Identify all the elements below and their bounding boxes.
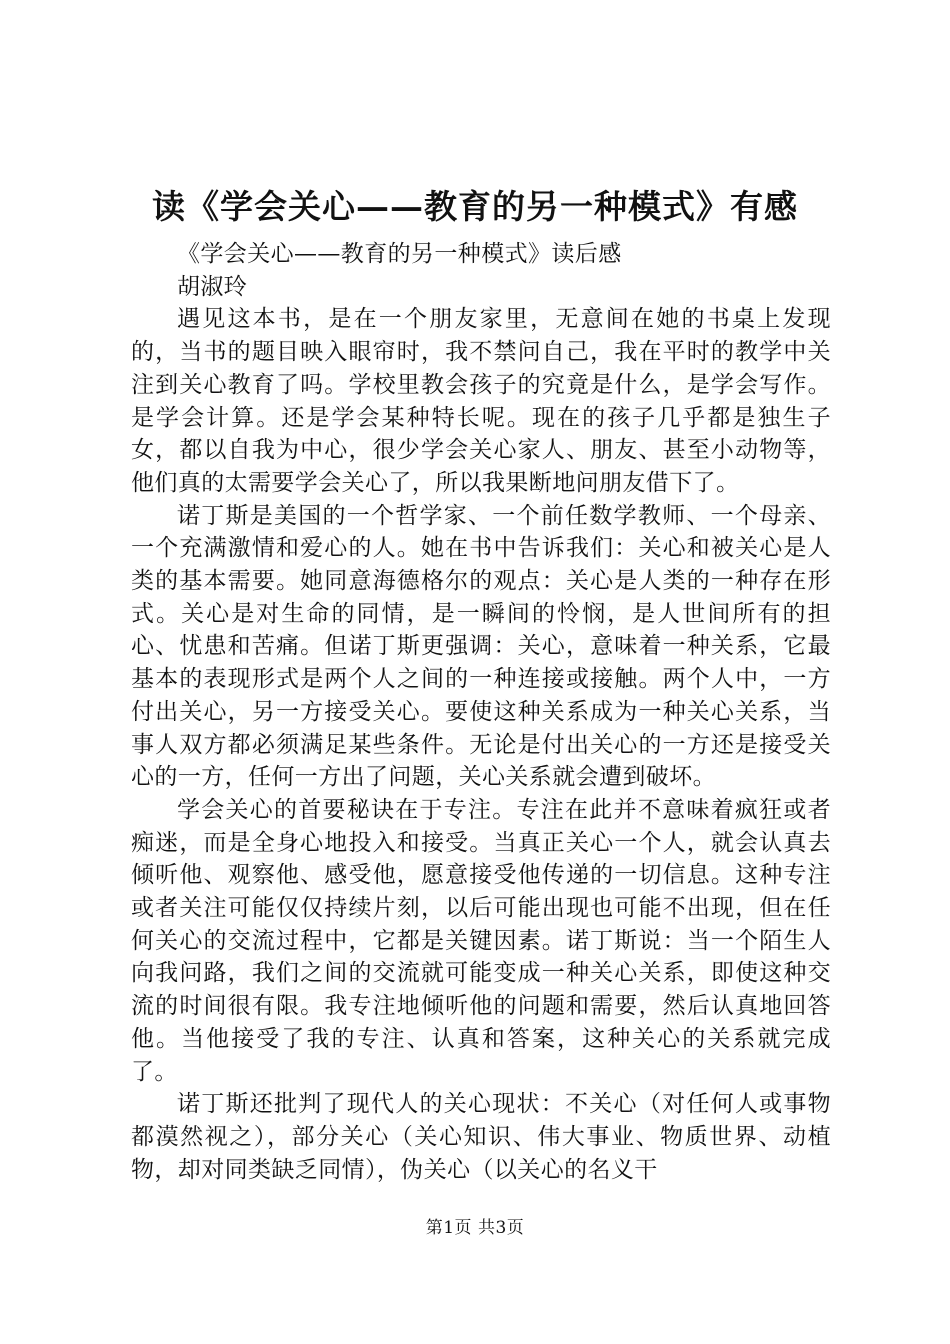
paragraph-2: 诺丁斯是美国的一个哲学家、一个前任数学教师、一个母亲、一个充满激情和爱心的人。她在书中告诉我们：关心和被关心是人类的基本需要。她同意海德格尔的观点：关心是人类的一种存在形式。关心是对生命的同情，是一瞬间的怜悯，是人世间所有的担心、忧患和苦痛。但诺丁斯更强调：关心，意味着一种关系，它最基本的表现形式是两个人之间的一种连接或接触。两个人中，一方付出关心，另一方接受关心。要使这种关系成为一种关心关系，当事人双方都必须满足某些条件。无论是付出关心的一方还是接受关心的一方，任何一方出了问题，关心关系就会遭到破坏。 xyxy=(131,502,831,791)
document-title: 读《学会关心——教育的另一种模式》有感 xyxy=(152,187,798,226)
document-subtitle: 《学会关心——教育的另一种模式》读后感 xyxy=(177,241,622,267)
page-number-footer: 第1页 共3页 xyxy=(425,1218,525,1238)
paragraph-3: 学会关心的首要秘诀在于专注。专注在此并不意味着疯狂或者痴迷，而是全身心地投入和接受。当真正关心一个人，就会认真去倾听他、观察他、感受他，愿意接受他传递的一切信息。这种专注或者关注可能仅仅持续片刻，以后可能出现也可能不出现，但在任何关心的交流过程中，它都是关键因素。诺丁斯说：当一个陌生人向我问路，我们之间的交流就可能变成一种关心关系，即使这种交流的时间很有限。我专注地倾听他的问题和需要，然后认真地回答他。当他接受了我的专注、认真和答案，这种关心的关系就完成了。 xyxy=(131,796,831,1085)
paragraph-1: 遇见这本书，是在一个朋友家里，无意间在她的书桌上发现的，当书的题目映入眼帘时，我不禁问自己，我在平时的教学中关注到关心教育了吗。学校里教会孩子的究竟是什么，是学会写作。是学会计算。还是学会某种特长呢。现在的孩子几乎都是独生子女，都以自我为中心，很少学会关心家人、朋友、甚至小动物等，他们真的太需要学会关心了，所以我果断地问朋友借下了。 xyxy=(131,306,831,496)
document-body xyxy=(131,238,831,1186)
document-author: 胡淑玲 xyxy=(177,273,248,300)
paragraph-4: 诺丁斯还批判了现代人的关心现状：不关心（对任何人或事物都漠然视之），部分关心（关心知识、伟大事业、物质世界、动植物，却对同类缺乏同情），伪关心（以关心的名义干 xyxy=(131,1091,831,1183)
